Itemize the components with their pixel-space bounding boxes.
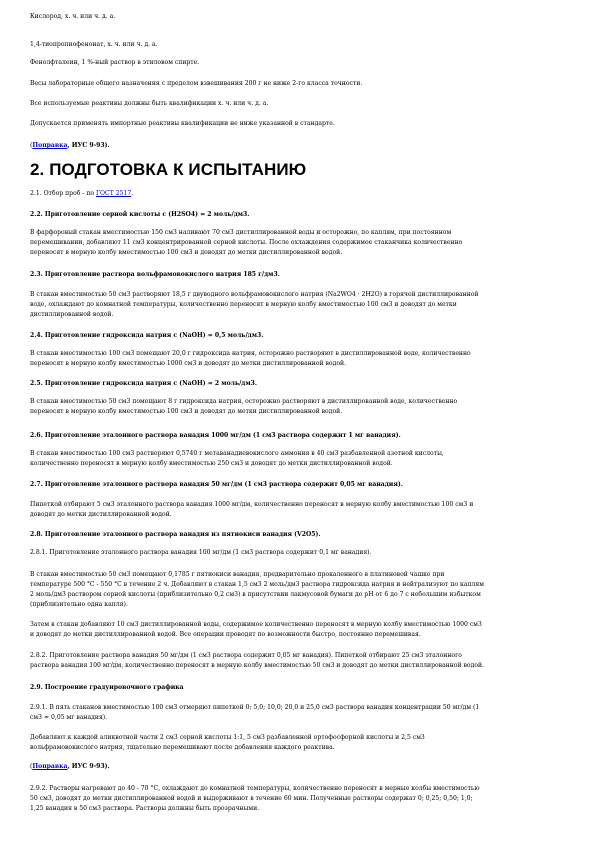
heading-2-8-1: 2.8.1. Приготовление эталонного раствора ванадия 100 мг/дм (1 см3 раствора содержит 0,1 мг ванадия). — [30, 549, 372, 556]
heading-2-6: 2.6. Приготовление эталонного раствора ванадия 1000 мг/дм (1 см3 раствора содержит 1 мг ванадия). — [30, 432, 401, 439]
para-line: В стакан вместимостью 100 см3 растворяют 0,5740 г метаванадиевокислого аммония в 40 см3 разбавленной азотной кислоты, — [30, 450, 444, 457]
para-line: 2.9.2. Растворы нагревают до 40 - 70 °С, охлаждают до комнатной температуры, количественно переносят в мерные колбы вместимостью — [30, 785, 480, 792]
para-2-7 — [30, 500, 575, 520]
heading-2-3: 2.3. Приготовление раствора вольфрамовокислого натрия 185 г/дм3. — [30, 271, 280, 278]
heading-2-7: 2.7. Приготовление эталонного раствора ванадия 50 мг/дм (1 см3 раствора содержит 0,05 мг ванадия). — [30, 481, 403, 488]
para-2-9-1-b — [30, 733, 575, 753]
para-line: Добавляют к каждой аликвотной части 2 см3 серной кислоты 1:1, 5 см3 разбавленной ортофосфорной кислоты и 2,5 см3 — [30, 734, 425, 741]
para-line: воде, охлаждают до комнатной температуры, количественно переносят в мерную колбу вместимостью 100 см3 и доводят до метки — [30, 301, 457, 308]
para-line: раствора ванадия 100 мг/дм, количественно переносят в мерную колбу вместимостью 50 см3 и доводят до метки дистиллированной водой. — [30, 662, 485, 669]
para-line: В стакан вместимостью 100 см3 помещают 20,0 г гидроксида натрия, осторожно растворяют в дистиллированной воде, количественно — [30, 350, 471, 357]
reagent-phenolphthalein: Фенолфталеин, 1 %-ный раствор в этиловом спирте. — [30, 59, 200, 66]
amendment-open-paren: ( — [30, 142, 33, 149]
amendment-rest: , ИУС 9-93). — [67, 763, 110, 770]
para-line: и доводят до метки дистиллированной водой. Все операции проводят по возможности быстро, постоянно перемешивая. — [30, 631, 421, 638]
para-line: см3 = 0,05 мг ванадия). — [30, 714, 108, 721]
para-line: температуре 500 °С - 550 °С в течение 2 ч. Добавляют в стакан 1,5 см3 2 моль/дм3 раствора гидроксида натрия и нейтрализуют по каплям — [30, 581, 484, 588]
para-2-9-2 — [30, 784, 575, 814]
para-line: переносят в мерную колбу вместимостью 100 см3 и доводят до метки дистиллированной водой. — [30, 249, 343, 256]
para-2-9-1 — [30, 703, 575, 723]
para-2-2 — [30, 228, 575, 258]
amendment-note-2 — [30, 762, 575, 772]
para-line: вольфрамовокислого натрия, тщательно перемешивают после добавления каждого реактива. — [30, 744, 335, 751]
amendment-link-1[interactable]: Поправка — [32, 142, 68, 149]
para-line: 2.8.2. Приготовление раствора ванадия 50 мг/дм (1 см3 раствора содержит 0,05 мг ванадия). Пипеткой отбирают 25 см3 эталонного — [30, 652, 462, 659]
para-line: 1,25 ванадия в 50 см3 раствора. Растворы должны быть прозрачными. — [30, 805, 260, 812]
para-line: Пипеткой отбирают 5 см3 эталонного раствора ванадия 1000 мг/дм, количественно переносят в мерную колбу вместимостью 100 см3 и — [30, 501, 474, 508]
reagent-tiopropiophenonate: 1,4-тиопропиофенонат, х. ч. или ч. д. а. — [30, 41, 158, 48]
para-line: 2 моль/дм3 раствором серной кислоты (приблизительно 0,2 см3) в присутствии лакмусовой бумаги до рН от 6 до 7 с небольшим избытком — [30, 591, 481, 598]
para-line: доводят до метки дистиллированной водой. — [30, 511, 172, 518]
reagent-quality-note: Все используемые реактивы должны быть квалификации х. ч. или ч. д. а. — [30, 100, 269, 107]
amendment-note-1 — [30, 141, 575, 151]
amendment-link-2[interactable]: Поправка — [32, 763, 68, 770]
para-2-1-end: . — [131, 190, 134, 197]
para-2-8-2 — [30, 651, 575, 671]
para-line: количественно переносят в мерную колбу вместимостью 250 см3 и доводят до метки дистиллированной водой. — [30, 460, 393, 467]
para-2-5 — [30, 397, 575, 417]
heading-2-8: 2.8. Приготовление эталонного раствора ванадия из пятиокиси ванадия (V2O5). — [30, 531, 321, 538]
section-heading: 2. ПОДГОТОВКА К ИСПЫТАНИЮ — [30, 160, 307, 179]
gost-2517-link[interactable]: ГОСТ 2517 — [96, 190, 132, 197]
para-line: В фарфоровый стакан вместимостью 150 см3 наливают 70 см3 дистиллированной воды и осторожно, по каплям, при постоянном — [30, 229, 452, 236]
para-line: Затем в стакан добавляют 10 см3 дистиллированной воды, содержимое количественно переносят в мерную колбу вместимостью 1000 см3 — [30, 621, 482, 628]
para-2-8-1-b — [30, 620, 575, 640]
para-2-4 — [30, 349, 575, 369]
import-reagents-note: Допускается применять импортные реактивы квалификации не ниже указанной в стандарте. — [30, 120, 335, 127]
para-line: переносят в мерную колбу вместимостью 1000 см3 и доводят до метки дистиллированной водой. — [30, 360, 347, 367]
para-2-3 — [30, 290, 575, 320]
para-line: В стакан вместимостью 50 см3 помещают 8 г гидроксида натрия, осторожно растворяют в дистиллированной воде, количественно — [30, 398, 458, 405]
equipment-scales: Весы лабораторные общего назначения с пределом взвешивания 200 г не ниже 2-го класса точности. — [30, 80, 363, 87]
para-2-8-1 — [30, 570, 575, 610]
para-line: В стакан вместимостью 50 см3 растворяют 18,5 г двуводного вольфрамовокислого натрия (Na2WO4 · 2H2O) в горячей дистиллированной — [30, 291, 479, 298]
heading-2-4: 2.4. Приготовление гидроксида натрия с (NaOH) = 0,5 моль/дм3. — [30, 332, 264, 339]
para-line: переносят в мерную колбу вместимостью 100 см3 и доводят до метки дистиллированной водой. — [30, 408, 343, 415]
amendment-open-paren: ( — [30, 763, 33, 770]
para-line: 50 см3, доводят до метки дистиллированной водой и выдерживают в течение 60 мин. Полученные растворы содержат 0; 0,25; 0,50; 1,0; — [30, 795, 473, 802]
para-2-6 — [30, 449, 575, 469]
reagent-oxygen: Кислород, х. ч. или ч. д. а. — [30, 13, 116, 20]
para-2-1-text: 2.1. Отбор проб - по — [30, 190, 97, 197]
para-line: В стакан вместимостью 50 см3 помещают 0,1785 г пятиокиси ванадия, предварительно прокаленного в платиновой чашке при — [30, 571, 445, 578]
heading-2-5: 2.5. Приготовление гидроксида натрия с (NaOH) = 2 моль/дм3. — [30, 380, 258, 387]
heading-2-2: 2.2. Приготовление серной кислоты с (H2SO4) = 2 моль/дм3. — [30, 211, 250, 218]
amendment-rest: , ИУС 9-93). — [67, 142, 110, 149]
heading-2-9: 2.9. Построение градуировочного графика — [30, 684, 184, 691]
para-line: дистиллированной водой. — [30, 311, 114, 318]
para-line: (приблизительно одна капля). — [30, 601, 128, 608]
para-2-1 — [30, 189, 575, 199]
para-line: 2.9.1. В пять стаканов вместимостью 100 см3 отмеряют пипеткой 0; 5,0; 10,0; 20,0 и 25,0 см3 раствора ванадия концентрации 50 мг/дм (1 — [30, 704, 480, 711]
para-line: перемешивании, добавляют 11 см3 концентрированной серной кислоты. После охлаждения содержимое стаканчика количественно — [30, 239, 463, 246]
